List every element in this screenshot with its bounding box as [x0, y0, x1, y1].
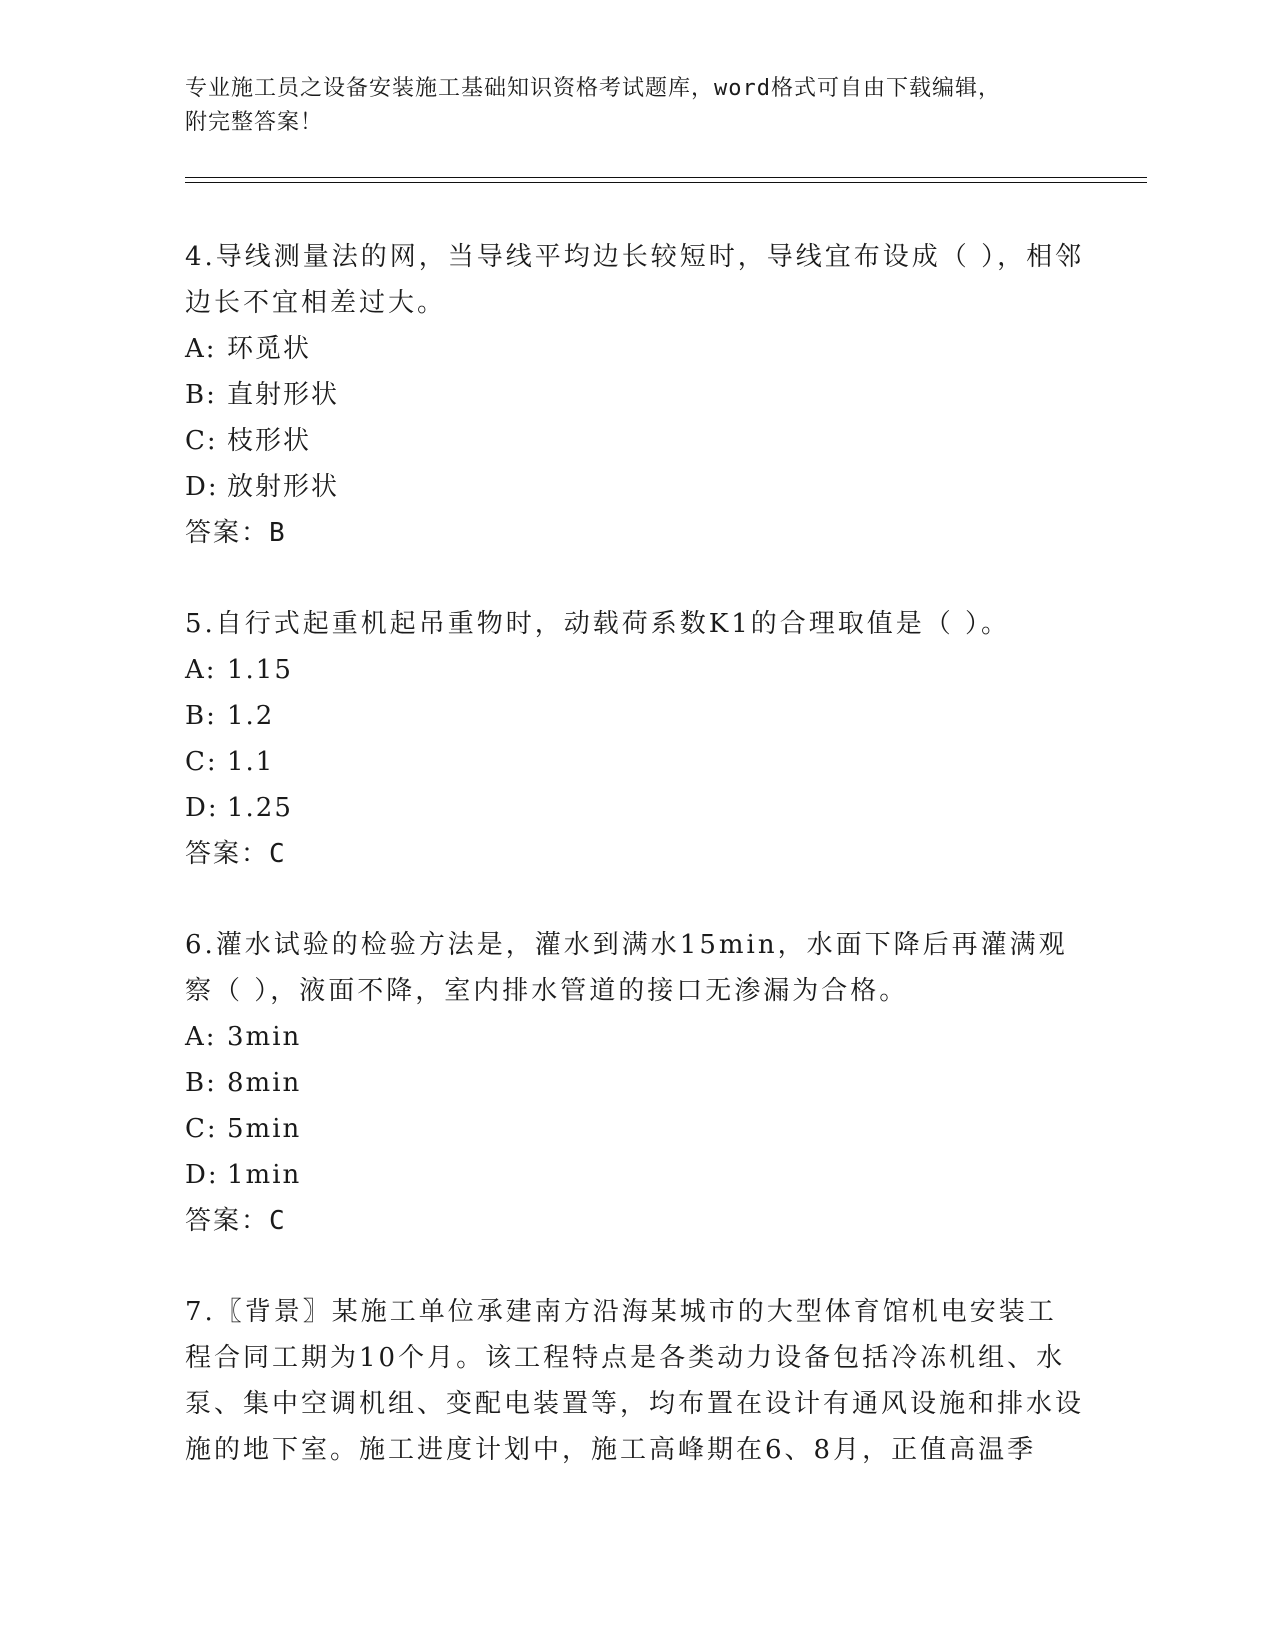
option-value: 放射形状	[227, 472, 340, 502]
header-divider-bottom	[185, 182, 1147, 183]
option-value: 直射形状	[227, 380, 340, 410]
option-key: C:	[185, 1114, 218, 1144]
option-c	[185, 418, 1085, 464]
header-line-2: 附完整答案！	[185, 110, 324, 135]
option-key: C:	[185, 426, 218, 456]
option-key: D:	[185, 1160, 219, 1190]
question-4	[185, 234, 1085, 556]
option-a	[185, 326, 1085, 372]
option-d	[185, 1152, 1085, 1198]
option-value: 1.15	[227, 655, 293, 685]
document-header	[185, 72, 1085, 140]
option-b	[185, 1060, 1085, 1106]
question-text: 7.〖背景〗某施工单位承建南方沿海某城市的大型体育馆机电安装工程合同工期为10个月。该工程特点是各类动力设备包括冷冻机组、水泵、集中空调机组、变配电装置等，均布置在设计有通风设施和排水设施的地下室。施工进度计划中，施工高峰期在6、8月，正值高温季	[185, 1297, 1085, 1465]
option-c	[185, 739, 1085, 785]
option-a	[185, 647, 1085, 693]
question-5	[185, 601, 1085, 877]
option-value: 8min	[227, 1068, 302, 1098]
option-value: 3min	[227, 1022, 302, 1052]
answer-line: 答案：C	[185, 839, 287, 869]
option-value: 1.25	[227, 793, 293, 823]
answer-line: 答案：B	[185, 518, 287, 548]
question-list	[185, 234, 1085, 1518]
option-b	[185, 372, 1085, 418]
question-7	[185, 1289, 1085, 1473]
option-b	[185, 693, 1085, 739]
option-key: B:	[185, 1068, 217, 1098]
option-value: 5min	[227, 1114, 302, 1144]
option-key: D:	[185, 793, 219, 823]
option-key: A:	[185, 655, 217, 685]
option-key: D:	[185, 472, 219, 502]
option-value: 1.2	[227, 701, 275, 731]
option-key: B:	[185, 701, 217, 731]
answer-line: 答案：C	[185, 1206, 287, 1236]
question-6	[185, 922, 1085, 1244]
option-value: 枝形状	[227, 426, 312, 456]
header-divider-top	[185, 177, 1147, 178]
option-a	[185, 1014, 1085, 1060]
option-c	[185, 1106, 1085, 1152]
option-key: C:	[185, 747, 218, 777]
option-key: A:	[185, 334, 217, 364]
question-text: 4.导线测量法的网，当导线平均边长较短时，导线宜布设成（ ），相邻边长不宜相差过大。	[185, 242, 1085, 318]
option-d	[185, 785, 1085, 831]
option-value: 1.1	[227, 747, 275, 777]
option-key: A:	[185, 1022, 217, 1052]
option-key: B:	[185, 380, 217, 410]
option-d	[185, 464, 1085, 510]
question-text: 5.自行式起重机起吊重物时，动载荷系数K1的合理取值是（ ）。	[185, 609, 1011, 639]
option-value: 1min	[227, 1160, 302, 1190]
header-line-1: 专业施工员之设备安装施工基础知识资格考试题库，word格式可自由下载编辑，	[185, 76, 1001, 101]
question-text: 6.灌水试验的检验方法是，灌水到满水15min，水面下降后再灌满观察（ ），液面不降，室内排水管道的接口无渗漏为合格。	[185, 930, 1068, 1006]
option-value: 环觅状	[227, 334, 312, 364]
